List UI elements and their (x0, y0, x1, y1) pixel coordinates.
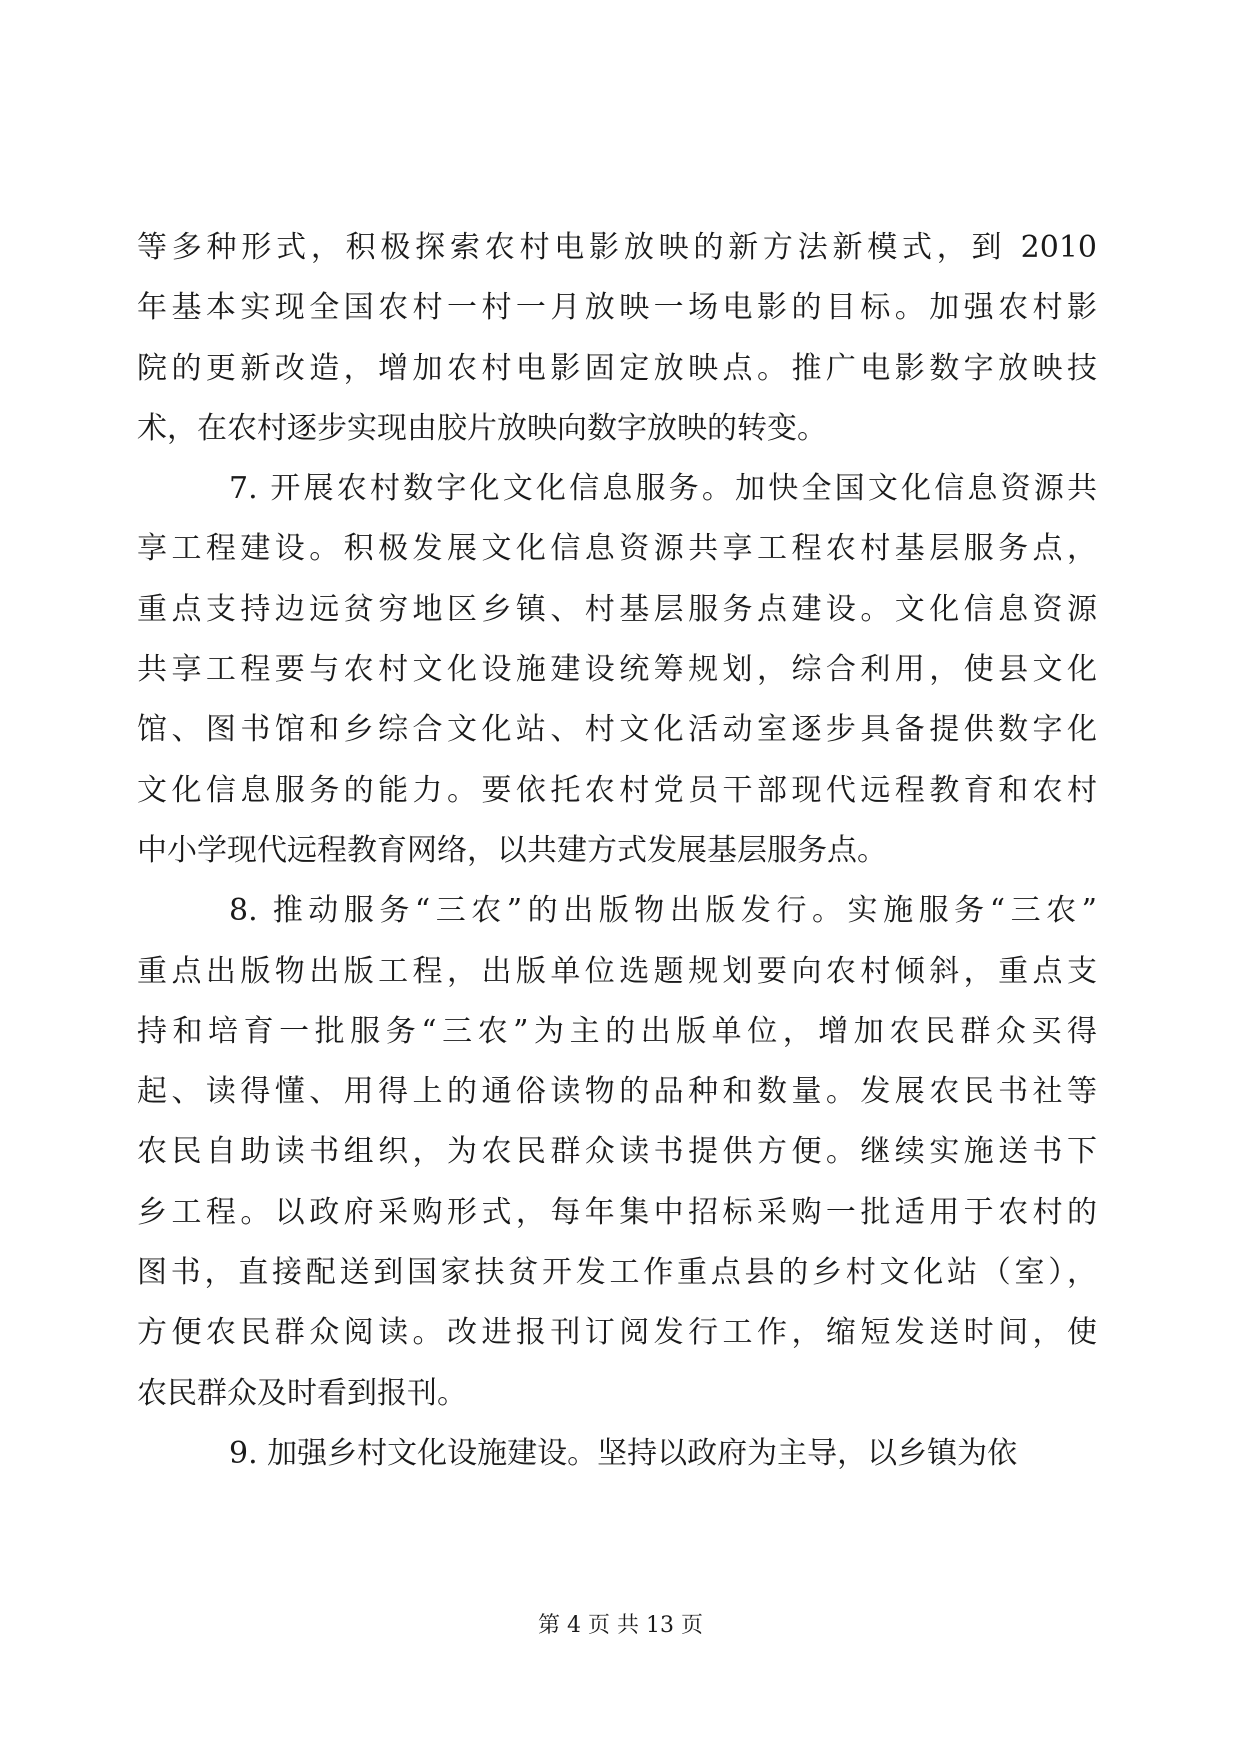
text-line: 图书，直接配送到国家扶贫开发工作重点县的乡村文化站（室）， (137, 1255, 1097, 1291)
text-line: 文化信息服务的能力。要依托农村党员干部现代远程教育和农村 (137, 772, 1097, 808)
paragraph-8 (137, 881, 1097, 1424)
text-line: 农民群众及时看到报刊。 (137, 1375, 467, 1411)
text-line: 重点出版物出版工程，出版单位选题规划要向农村倾斜，重点支 (137, 953, 1097, 989)
text-line: 9. 加强乡村文化设施建设。坚持以政府为主导，以乡镇为依 (229, 1435, 1018, 1471)
page-number-footer: 第 4 页 共 13 页 (538, 1613, 703, 1638)
paragraph-6-continued (137, 218, 1097, 459)
text-line: 术，在农村逐步实现由胶片放映向数字放映的转变。 (137, 410, 827, 446)
text-line: 馆、图书馆和乡综合文化站、村文化活动室逐步具备提供数字化 (137, 712, 1097, 748)
paragraph-9 (137, 1424, 1097, 1484)
text-line: 院的更新改造，增加农村电影固定放映点。推广电影数字放映技 (137, 350, 1097, 386)
text-line: 重点支持边远贫穷地区乡镇、村基层服务点建设。文化信息资源 (137, 591, 1097, 627)
text-line: 8. 推动服务“三农”的出版物出版发行。实施服务“三农” (229, 893, 1097, 929)
text-line: 享工程建设。积极发展文化信息资源共享工程农村基层服务点， (137, 531, 1097, 567)
text-line: 持和培育一批服务“三农”为主的出版单位，增加农民群众买得 (137, 1013, 1097, 1049)
text-line: 乡工程。以政府采购形式，每年集中招标采购一批适用于农村的 (137, 1194, 1097, 1230)
text-line: 7. 开展农村数字化文化信息服务。加快全国文化信息资源共 (229, 471, 1097, 507)
text-line: 方便农民群众阅读。改进报刊订阅发行工作，缩短发送时间，使 (137, 1315, 1097, 1351)
text-line: 起、读得懂、用得上的通俗读物的品种和数量。发展农民书社等 (137, 1074, 1097, 1110)
text-line: 等多种形式，积极探索农村电影放映的新方法新模式，到 2010 (137, 230, 1097, 265)
text-line: 中小学现代远程教育网络，以共建方式发展基层服务点。 (137, 832, 887, 868)
document-body (137, 218, 1097, 1484)
text-line: 共享工程要与农村文化设施建设统筹规划，综合利用，使县文化 (137, 652, 1097, 688)
text-line: 年基本实现全国农村一村一月放映一场电影的目标。加强农村影 (137, 290, 1097, 326)
text-line: 农民自助读书组织，为农民群众读书提供方便。继续实施送书下 (137, 1134, 1097, 1170)
paragraph-7 (137, 459, 1097, 881)
